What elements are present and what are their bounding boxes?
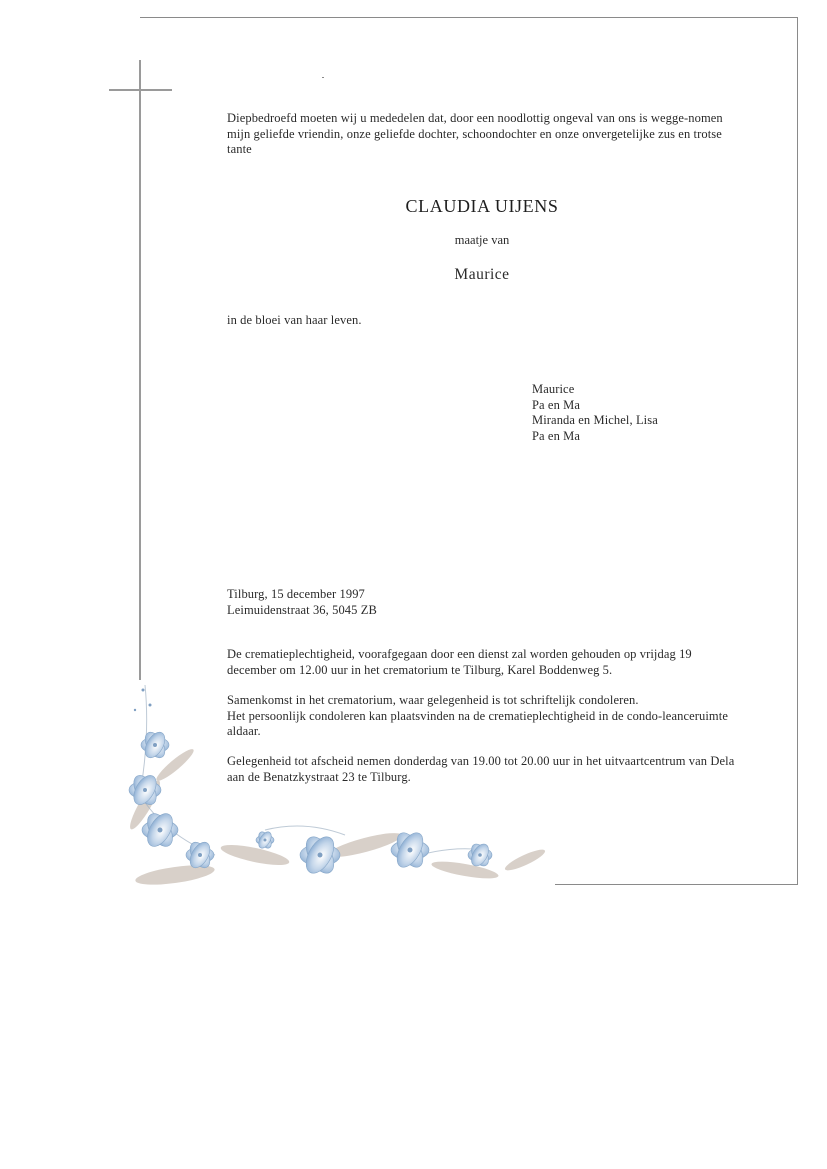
- cross-vertical-bar: [139, 60, 141, 680]
- gathering-line-1: Samenkomst in het crematorium, waar gelegenheid is tot schriftelijk condoleren.: [227, 693, 639, 707]
- frame-top-border: [140, 17, 798, 18]
- relation-text: maatje van: [454, 233, 510, 247]
- signatory: Pa en Ma: [532, 428, 581, 443]
- closing-phrase: in de bloei van haar leven.: [227, 313, 362, 327]
- opening-paragraph: Diepbedroefd moeten wij u mededelen dat, door een noodlottig ongeval van ons is wegge-nomen mijn geliefde vriendin, onze geliefde dochter, schoondochter en onze onvergetelijke zus en trotse tante: [227, 111, 723, 156]
- scan-speck: [322, 77, 324, 78]
- address: Leimuidenstraat 36, 5045 ZB: [227, 602, 377, 617]
- place-date-block: [227, 587, 377, 618]
- signatories-list: [532, 382, 658, 444]
- partner-name: Maurice: [454, 266, 510, 283]
- place-date: Tilburg, 15 december 1997: [227, 587, 365, 601]
- cross-horizontal-bar: [109, 89, 172, 91]
- signatory: Pa en Ma: [532, 397, 581, 412]
- frame-bottom-border: [555, 884, 798, 885]
- ceremony-paragraph: De crematieplechtigheid, voorafgegaan door een dienst zal worden gehouden op vrijdag 19 december om 12.00 uur in het crematorium te Tilburg, Karel Boddenweg 5.: [227, 647, 692, 677]
- signatory: Maurice: [532, 382, 575, 396]
- floral-border-icon: [105, 655, 555, 895]
- deceased-name: CLAUDIA UIJENS: [405, 196, 559, 216]
- signatory: Miranda en Michel, Lisa: [532, 413, 658, 427]
- farewell-paragraph: Gelegenheid tot afscheid nemen donderdag van 19.00 tot 20.00 uur in het uitvaartcentrum van Dela aan de Benatzkystraat 23 te Tilburg.: [227, 754, 735, 784]
- frame-right-border: [797, 17, 798, 885]
- gathering-line-2: Het persoonlijk condoleren kan plaatsvinden na de crematieplechtigheid in de condo-leanceruimte aldaar.: [227, 708, 728, 738]
